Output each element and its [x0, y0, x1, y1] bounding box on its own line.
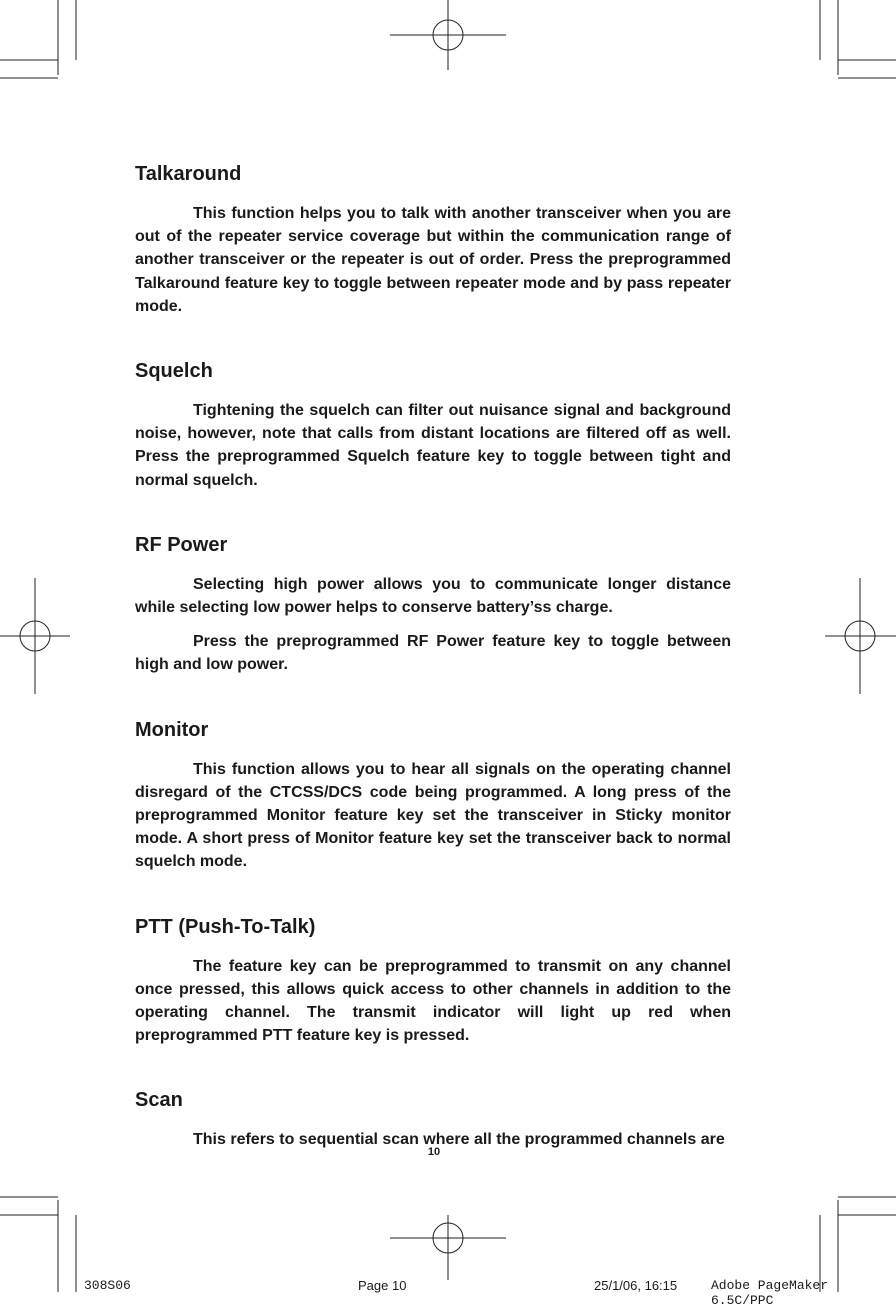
section-heading: Scan — [135, 1089, 183, 1112]
section-heading: PTT (Push-To-Talk) — [135, 915, 316, 938]
section-monitor — [135, 716, 731, 874]
section-paragraph: Selecting high power allows you to communicate longer distance while selecting low power helps to conserve battery’ss charge. — [135, 575, 731, 617]
section-paragraph: This refers to sequential scan where all the programmed channels are — [193, 1131, 725, 1149]
section-rf-power — [135, 531, 731, 677]
section-paragraph: Press the preprogrammed RF Power feature key to toggle between high and low power. — [135, 633, 731, 674]
section-talkaround — [135, 160, 731, 318]
registration-mark-left — [0, 578, 70, 694]
section-heading: Monitor — [135, 718, 209, 741]
registration-mark-bottom — [390, 1215, 506, 1280]
section-scan — [135, 1086, 731, 1151]
section-heading: RF Power — [135, 533, 228, 556]
section-paragraph: This function allows you to hear all signals on the operating channel disregard of the CTCSS/DCS code being programmed. A long press of the preprogrammed Monitor feature key set the transceiver in Sticky monitor mode. A short press of Monitor feature key set the transceiver back to normal squelch mode. — [135, 760, 731, 871]
section-heading: Squelch — [135, 360, 213, 383]
section-paragraph: This function helps you to talk with another transceiver when you are out of the repeater service coverage but within the communication range of another transceiver or the repeater is out of order. Press the preprogrammed Talkaround feature key to toggle between repeater mode and by pass repeater mode. — [135, 205, 731, 315]
section-paragraph: The feature key can be preprogrammed to transmit on any channel once pressed, this allows quick access to other channels in addition to the operating channel. The transmit indicator will light up red when preprogrammed PTT feature key is pressed. — [135, 957, 731, 1045]
registration-mark-right — [825, 578, 896, 694]
slug-page-label: Page 10 — [358, 1278, 407, 1293]
slug-application: Adobe PageMaker 6.5C/PPC — [711, 1278, 829, 1308]
section-paragraph: Tightening the squelch can filter out nuisance signal and background noise, however, note that calls from distant locations are filtered off as well. Press the preprogrammed Squelch feature key to toggle between tight and normal squelch. — [135, 402, 731, 489]
section-ptt — [135, 913, 731, 1048]
page-number: 10 — [427, 1146, 441, 1158]
registration-mark-top — [390, 0, 506, 70]
section-heading: Talkaround — [135, 163, 242, 185]
slug-timestamp: 25/1/06, 16:15 — [594, 1278, 678, 1293]
slug-file-name: 308S06 — [84, 1278, 131, 1293]
section-squelch — [135, 357, 731, 492]
page-body — [135, 160, 731, 1163]
